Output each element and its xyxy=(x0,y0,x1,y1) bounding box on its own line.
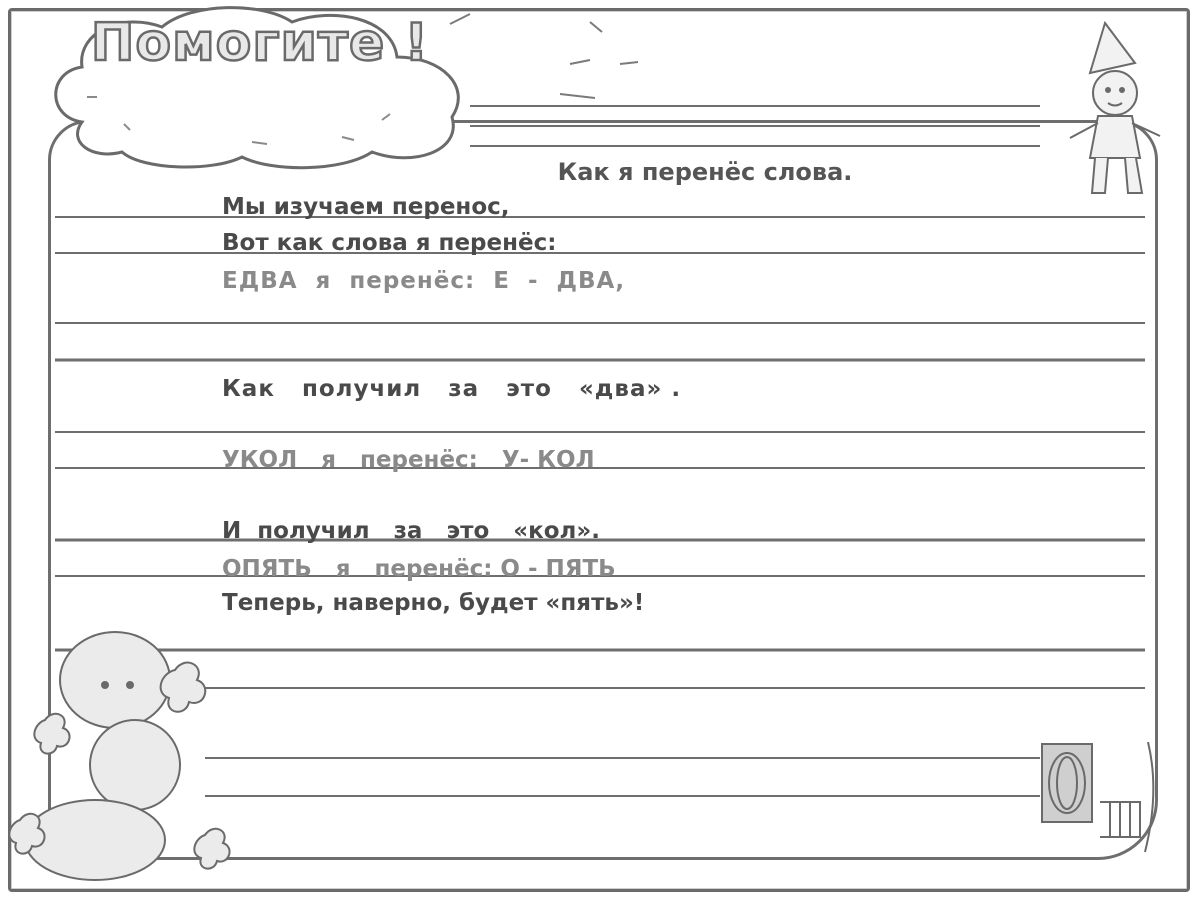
poem-line: Как получил за это «два» . xyxy=(222,376,682,402)
poem-line: УКОЛ я перенёс: У- КОЛ xyxy=(222,447,595,473)
poem-line: ОПЯТЬ я перенёс: О - ПЯТЬ xyxy=(222,556,616,582)
poem-line: ЕДВА я перенёс: Е - ДВА, xyxy=(222,268,626,294)
poem-line: Мы изучаем перенос, xyxy=(222,194,510,220)
poem-line: И получил за это «кол». xyxy=(222,518,600,544)
child-with-clovers-icon xyxy=(0,625,260,900)
poem-line: Теперь, наверно, будет «пять»! xyxy=(222,590,645,616)
poem-line: Вот как слова я перенёс: xyxy=(222,230,557,256)
decorative-badge-icon xyxy=(1040,742,1190,857)
boy-character-icon xyxy=(1050,18,1180,203)
poem-title: Как я перенёс слова. xyxy=(557,158,853,186)
page-title: Помогите ! xyxy=(90,13,430,73)
